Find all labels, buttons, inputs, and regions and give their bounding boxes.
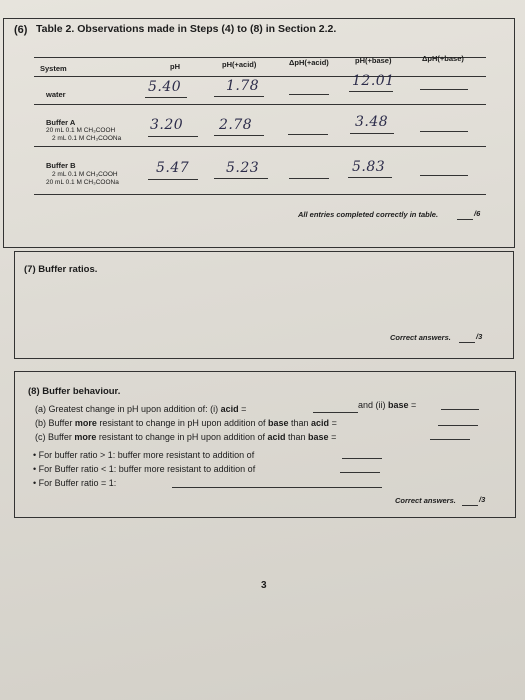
row-buffer-b-label: Buffer B [46,161,76,170]
buffer-a-row-rule [34,146,486,147]
section-8-score-blank [462,505,478,506]
section-8-heading: (8) Buffer behaviour. [28,386,121,397]
buffer-a-ph: 3.20 [150,117,184,133]
buffer-a-line-1: 20 mL 0.1 M CH₃COOH [46,127,116,134]
buffer-b-ph: 5.47 [156,160,190,176]
q8a-base-blank [441,409,479,410]
section-8-score: /3 [479,495,486,504]
q8b-text-2: resistant to change in pH upon addition of [96,418,268,428]
q8c-more-word: more [74,432,97,442]
q8c-text-1: (c) Buffer [35,432,75,442]
water-ph-base-blank [349,91,393,92]
section-7-score: /3 [476,332,483,341]
question-8a: (a) Greatest change in pH upon addition of: (i) acid = [35,404,247,414]
row-buffer-a-label: Buffer A [46,118,76,127]
water-row-rule [34,104,486,105]
buffer-a-ph-base: 3.48 [355,114,389,130]
q8b-base-word: base [268,418,289,428]
col-dph-base: ΔpH(+base) [422,54,464,63]
question-8a-part2: and (ii) base = [358,400,417,410]
q8b-blank [438,425,478,426]
bullet-1-blank [342,458,382,459]
question-8c: (c) Buffer more resistant to change in pH upon addition of acid than base = [35,432,337,442]
col-ph: pH [170,62,180,71]
buffer-b-ph-acid-blank [214,178,268,179]
q8c-text-3: than [285,432,309,442]
table-title: Table 2. Observations made in Steps (4) to (8) in Section 2.2. [36,23,337,35]
page-number: 3 [261,580,267,591]
buffer-a-ph-base-blank [350,133,394,134]
buffer-a-dph-base-blank [420,131,468,132]
q8c-blank [430,439,470,440]
col-ph-base: pH(+base) [355,56,392,65]
section-6-number: (6) [14,24,28,36]
q8a-acid-blank [313,412,358,413]
water-dph-base-blank [420,89,468,90]
section-7-heading: (7) Buffer ratios. [24,264,98,275]
buffer-b-ph-blank [148,179,198,180]
table-footer-blank [457,219,473,220]
bullet-2-blank [340,472,380,473]
section-8-score-label: Correct answers. [395,496,456,505]
q8a-acid-word: acid [220,404,239,414]
buffer-a-line-2: 2 mL 0.1 M CH₃COONa [52,135,122,142]
buffer-a-ph-acid: 2.78 [219,117,253,133]
water-ph-blank [145,97,187,98]
buffer-a-ph-acid-blank [214,135,264,136]
q8a-base-word: base [388,400,409,410]
buffer-b-ph-base: 5.83 [352,159,386,175]
buffer-a-ph-blank [148,136,198,137]
buffer-b-dph-base-blank [420,175,468,176]
bullet-1-text: For buffer ratio > 1: buffer more resistant to addition of [38,450,255,460]
water-ph-acid: 1.78 [226,78,260,94]
q8b-text-1: (b) Buffer [35,418,75,428]
col-dph-acid: ΔpH(+acid) [289,58,329,67]
buffer-b-line-1: 2 mL 0.1 M CH₃COOH [52,171,118,178]
buffer-b-ph-base-blank [348,177,392,178]
bullet-2: • For Buffer ratio < 1: buffer more resistant to addition of [33,464,256,474]
row-water-label: water [46,90,66,99]
section-7-score-label: Correct answers. [390,333,451,342]
water-dph-acid-blank [289,94,329,95]
q8b-acid-word: acid [311,418,330,428]
col-system: System [40,64,67,73]
table-header-rule [34,76,486,77]
buffer-b-dph-acid-blank [289,178,329,179]
buffer-b-line-2: 20 mL 0.1 M CH₃COONa [46,179,119,186]
question-8b: (b) Buffer more resistant to change in pH upon addition of base than acid = [35,418,337,428]
water-ph-base: 12.01 [352,73,395,89]
bullet-3-blank [172,487,382,488]
q8b-more-word: more [74,418,97,428]
table-footer-score: /6 [474,209,481,218]
water-ph-acid-blank [214,96,264,97]
table-bottom-rule [34,194,486,195]
water-ph: 5.40 [148,79,182,95]
buffer-a-dph-acid-blank [288,134,328,135]
table-top-rule [34,57,486,58]
col-ph-acid: pH(+acid) [222,60,257,69]
bullet-3-text: For Buffer ratio = 1: [38,478,117,488]
q8a-text-2: and (ii) [358,400,389,410]
bullet-1: • For buffer ratio > 1: buffer more resistant to addition of [33,450,255,460]
section-7-score-blank [459,342,475,343]
q8b-text-3: than [288,418,312,428]
q8c-acid-word: acid [267,432,286,442]
q8a-text-1: (a) Greatest change in pH upon addition of: (i) [35,404,221,414]
bullet-3: • For Buffer ratio = 1: [33,478,117,488]
bullet-2-text: For Buffer ratio < 1: buffer more resistant to addition of [38,464,256,474]
table-footer-note: All entries completed correctly in table. [298,210,439,219]
q8c-base-word: base [308,432,329,442]
q8c-text-2: resistant to change in pH upon addition of [96,432,268,442]
buffer-b-ph-acid: 5.23 [226,160,260,176]
